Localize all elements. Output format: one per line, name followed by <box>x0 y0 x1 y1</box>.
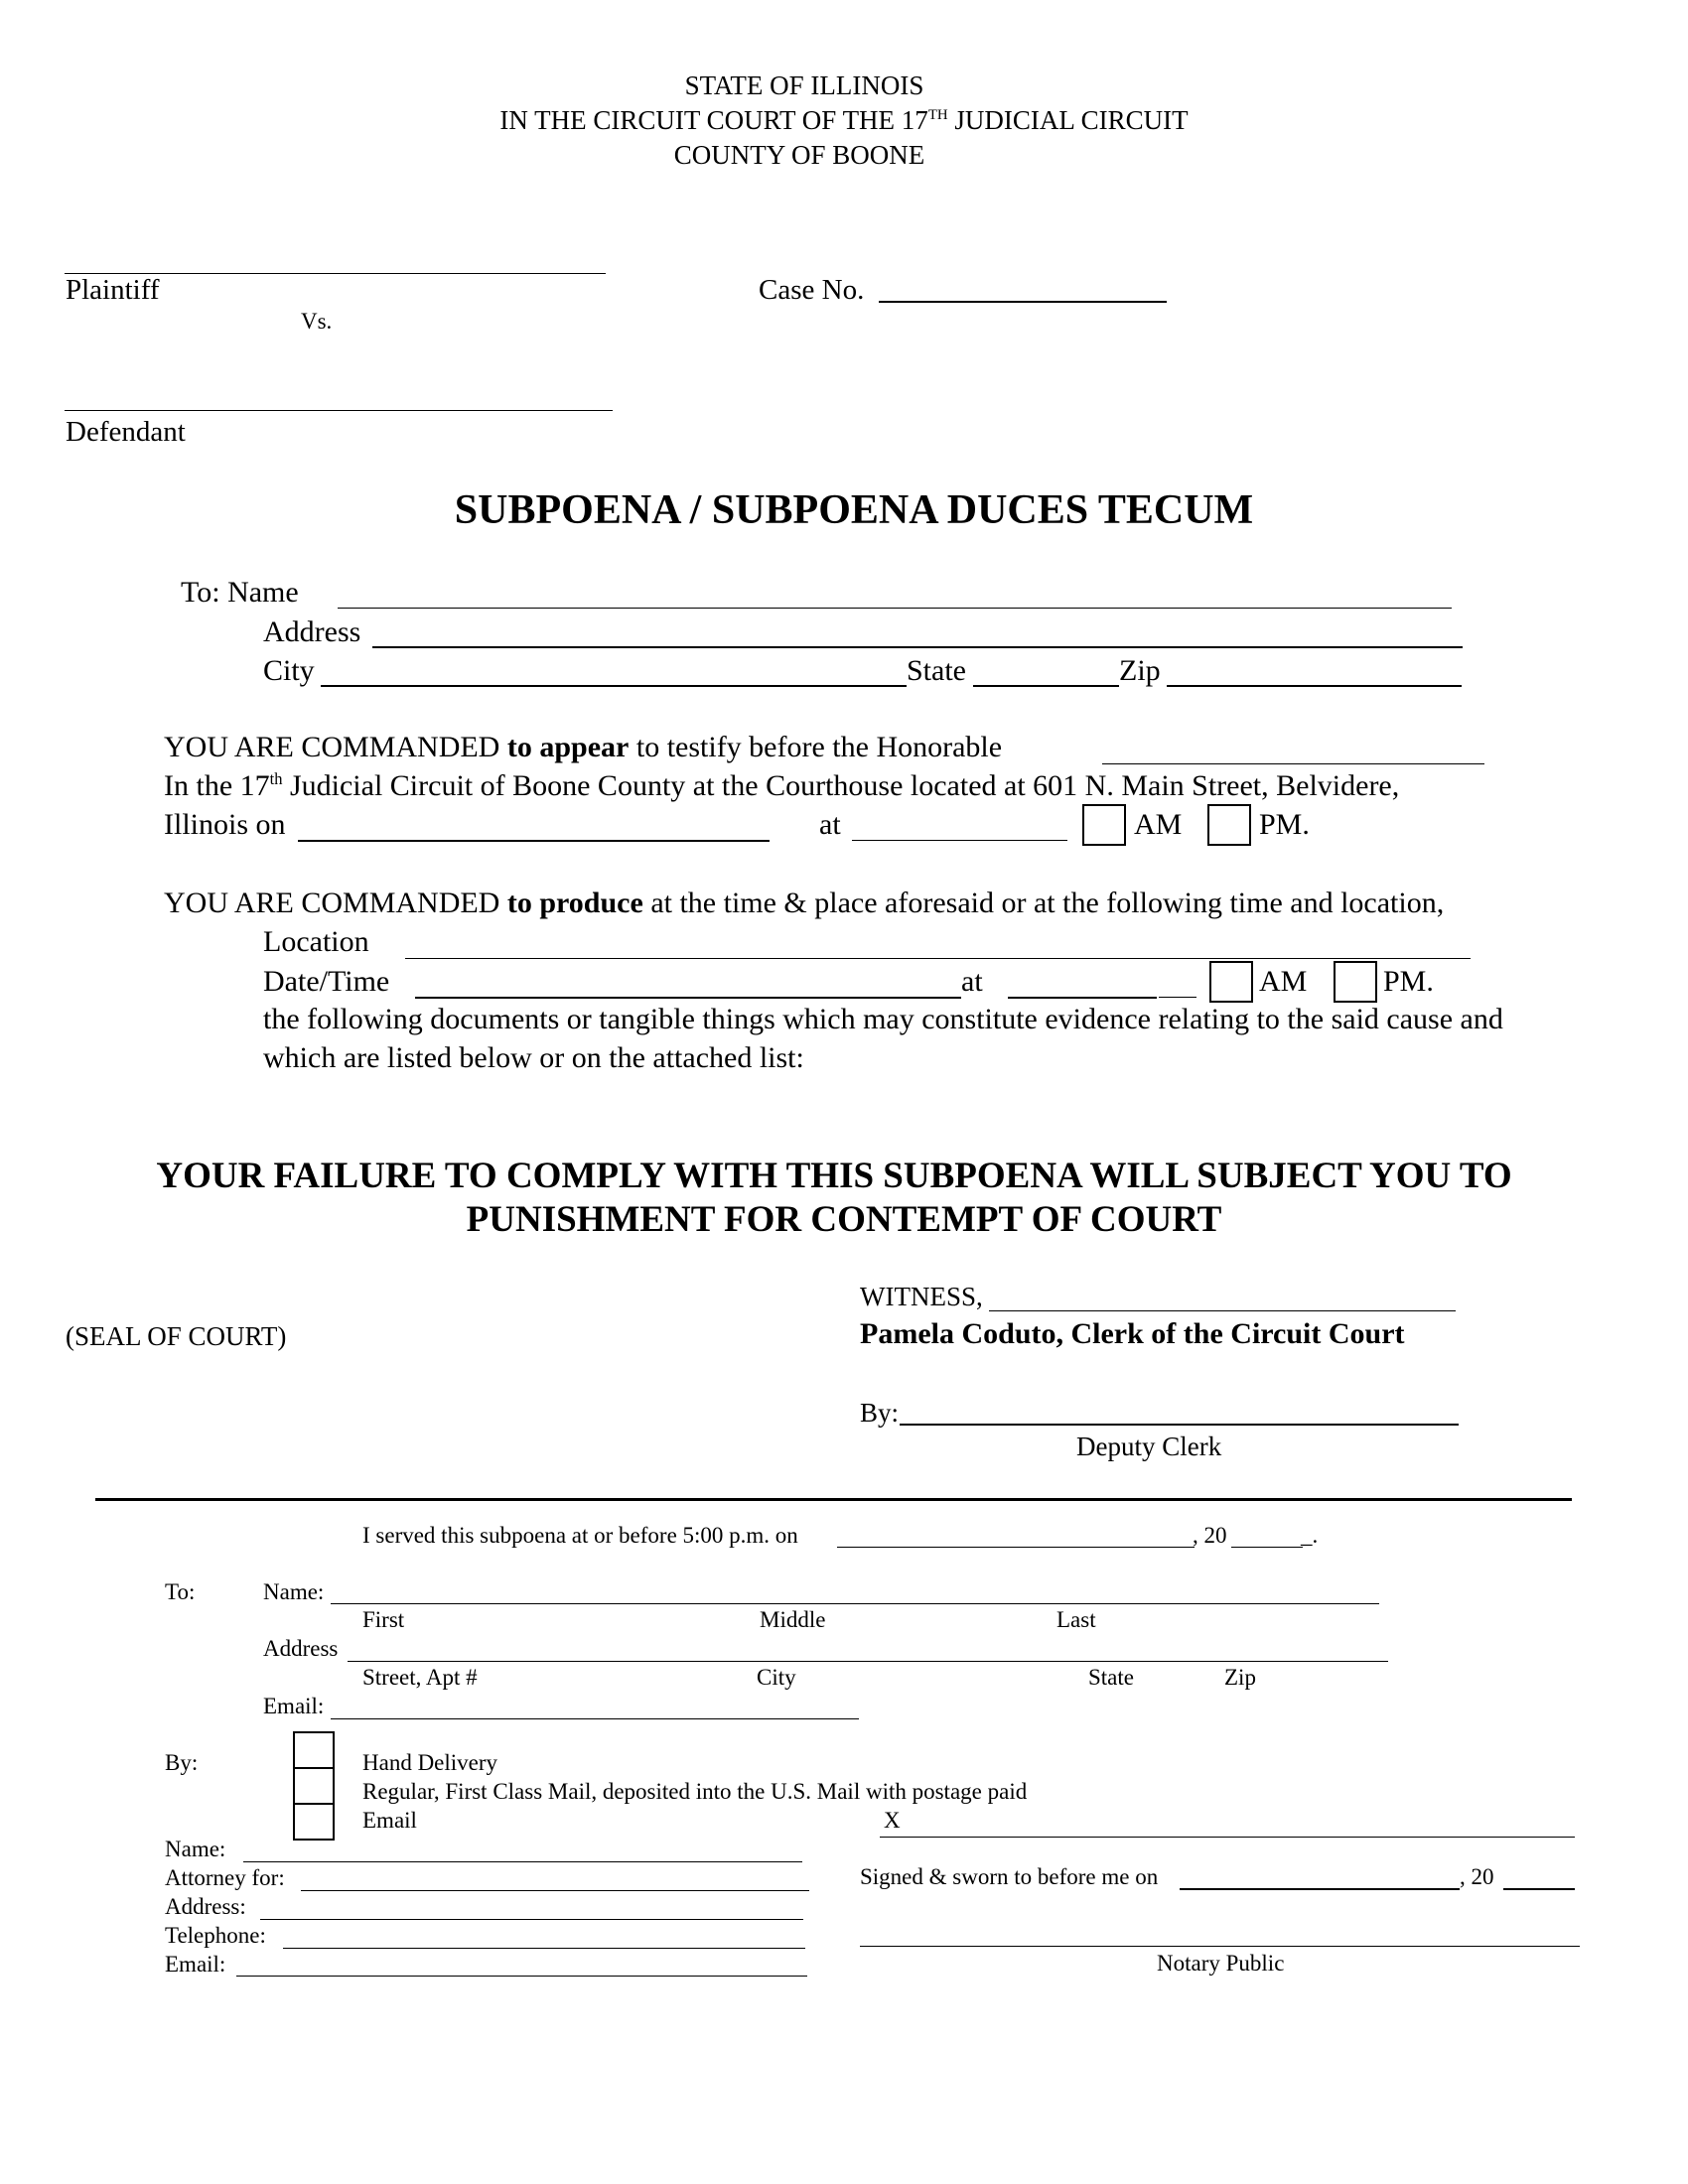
to-city-line[interactable] <box>321 685 907 687</box>
witness-label: WITNESS, <box>860 1282 983 1311</box>
contact-name-line[interactable] <box>243 1861 802 1862</box>
service-city-label: City <box>757 1665 796 1690</box>
produce-am-checkbox[interactable] <box>1209 961 1253 1003</box>
honorable-line[interactable] <box>1102 763 1484 764</box>
appear-am-checkbox[interactable] <box>1082 804 1126 846</box>
produce-datetime-line[interactable] <box>415 997 961 999</box>
clerk-name: Pamela Coduto, Clerk of the Circuit Court <box>860 1317 1405 1350</box>
appear-bold: to appear <box>506 731 630 763</box>
service-address-line[interactable] <box>348 1661 1388 1662</box>
notary-signature-line[interactable] <box>860 1946 1580 1947</box>
to-name-label: To: Name <box>181 576 299 609</box>
contact-attorney-label: Attorney for: <box>165 1865 285 1890</box>
to-name-line[interactable] <box>338 608 1452 609</box>
to-zip-label: Zip <box>1119 654 1161 687</box>
served-date-line[interactable] <box>837 1547 1195 1548</box>
service-state-label: State <box>1088 1665 1134 1690</box>
vs-label: Vs. <box>301 309 333 334</box>
service-name-label: Name: <box>263 1579 325 1604</box>
seal-of-court: (SEAL OF COURT) <box>66 1321 287 1351</box>
contact-address-line[interactable] <box>260 1919 803 1920</box>
appear-l2-pre: In the 17 <box>164 769 270 802</box>
produce-cmd: YOU ARE COMMANDED <box>164 887 507 919</box>
first-class-mail-checkbox[interactable] <box>293 1767 335 1805</box>
appear-at-label: at <box>819 808 841 841</box>
served-year-end: _. <box>1301 1523 1319 1548</box>
method-first-class-mail: Regular, First Class Mail, deposited into the U.S. Mail with postage paid <box>362 1779 1028 1804</box>
to-state-line[interactable] <box>973 685 1119 687</box>
appear-cmd: YOU ARE COMMANDED <box>164 731 507 763</box>
to-address-line[interactable] <box>372 646 1463 648</box>
appear-pm-checkbox[interactable] <box>1207 804 1251 846</box>
produce-command <box>164 887 1444 920</box>
header-county: COUNTY OF BOONE <box>673 140 925 170</box>
produce-pm-checkbox[interactable] <box>1334 961 1377 1003</box>
service-middle-label: Middle <box>760 1607 826 1632</box>
service-address-label: Address <box>263 1636 339 1661</box>
witness-line[interactable] <box>989 1310 1456 1311</box>
to-city-label: City <box>263 654 315 687</box>
header-court-pre: IN THE CIRCUIT COURT OF THE 17 <box>499 105 928 135</box>
produce-am-label: AM <box>1259 965 1308 998</box>
to-zip-line[interactable] <box>1167 685 1462 687</box>
produce-time-line-tail <box>1159 997 1196 998</box>
served-statement: I served this subpoena at or before 5:00 p.m. on <box>362 1523 798 1548</box>
case-no-line[interactable] <box>879 301 1167 303</box>
service-by-label: By: <box>165 1750 199 1775</box>
produce-bold: to produce <box>506 887 643 919</box>
deputy-clerk-line[interactable] <box>900 1424 1459 1426</box>
served-year-line[interactable] <box>1231 1547 1303 1548</box>
signature-line[interactable] <box>880 1837 1575 1838</box>
produce-datetime-label: Date/Time <box>263 965 390 998</box>
warning-line-1: YOUR FAILURE TO COMPLY WITH THIS SUBPOENA WILL SUBJECT YOU TO <box>156 1156 1512 1196</box>
produce-desc-1: the following documents or tangible things which may constitute evidence relating to the said cause and <box>263 1003 1503 1035</box>
produce-at-label: at <box>961 965 983 998</box>
produce-pm-label: PM. <box>1383 965 1434 998</box>
produce-location-label: Location <box>263 925 369 958</box>
email-checkbox[interactable] <box>293 1803 335 1841</box>
signed-year-line[interactable] <box>1503 1888 1575 1890</box>
header-court <box>0 104 1688 136</box>
produce-location-line[interactable] <box>405 958 1471 959</box>
appear-l2-sup: th <box>269 769 283 788</box>
service-first-label: First <box>362 1607 405 1632</box>
signed-date-line[interactable] <box>1180 1888 1460 1890</box>
defendant-line[interactable] <box>65 410 613 411</box>
contact-attorney-line[interactable] <box>301 1890 809 1891</box>
contact-email-label: Email: <box>165 1952 226 1977</box>
appear-date-line[interactable] <box>298 840 770 842</box>
signed-year-label: , 20 <box>1460 1864 1494 1889</box>
header-court-post: JUDICIAL CIRCUIT <box>947 105 1189 135</box>
header-court-sup: TH <box>927 107 948 123</box>
appear-rest: to testify before the Honorable <box>629 731 1003 763</box>
appear-l2-post: Judicial Circuit of Boone County at the Courthouse located at 601 N. Main Street, Belvidere, <box>282 769 1400 802</box>
appear-location-line <box>164 769 1399 803</box>
service-to-label: To: <box>165 1579 196 1604</box>
to-address-label: Address <box>263 615 361 648</box>
hand-delivery-checkbox[interactable] <box>293 1731 335 1769</box>
to-state-label: State <box>907 654 966 687</box>
notary-public-label: Notary Public <box>1157 1951 1285 1976</box>
produce-time-line[interactable] <box>1008 997 1157 999</box>
deputy-clerk-label: Deputy Clerk <box>1076 1432 1222 1461</box>
service-zip-label: Zip <box>1224 1665 1256 1690</box>
contact-telephone-line[interactable] <box>283 1948 805 1949</box>
appear-time-line[interactable] <box>852 840 1067 841</box>
service-name-line[interactable] <box>331 1603 1379 1604</box>
appear-pm-label: PM. <box>1259 808 1310 841</box>
contact-email-line[interactable] <box>236 1976 807 1977</box>
produce-desc-2: which are listed below or on the attached list: <box>263 1041 804 1074</box>
signed-sworn-label: Signed & sworn to before me on <box>860 1864 1159 1889</box>
defendant-label: Defendant <box>66 416 186 448</box>
service-email-line[interactable] <box>331 1718 859 1719</box>
section-divider <box>95 1498 1572 1501</box>
method-hand-delivery: Hand Delivery <box>362 1750 498 1775</box>
case-no-label: Case No. <box>759 274 865 306</box>
header-state: STATE OF ILLINOIS <box>684 70 924 100</box>
appear-command <box>164 731 1002 764</box>
service-last-label: Last <box>1056 1607 1096 1632</box>
service-street-label: Street, Apt # <box>362 1665 478 1690</box>
appear-date-label: Illinois on <box>164 808 286 841</box>
contact-name-label: Name: <box>165 1837 226 1861</box>
contact-telephone-label: Telephone: <box>165 1923 266 1948</box>
method-email: Email <box>362 1808 417 1833</box>
contact-address-label: Address: <box>165 1894 246 1919</box>
plaintiff-label: Plaintiff <box>66 274 160 306</box>
by-label: By: <box>860 1398 900 1428</box>
warning-line-2: PUNISHMENT FOR CONTEMPT OF COURT <box>466 1199 1222 1240</box>
produce-rest: at the time & place aforesaid or at the following time and location, <box>642 887 1445 919</box>
served-year-label: , 20 <box>1193 1523 1227 1548</box>
appear-am-label: AM <box>1134 808 1183 841</box>
service-email-label: Email: <box>263 1694 325 1718</box>
signature-x-mark: X <box>884 1808 901 1833</box>
document-title: SUBPOENA / SUBPOENA DUCES TECUM <box>454 487 1254 533</box>
